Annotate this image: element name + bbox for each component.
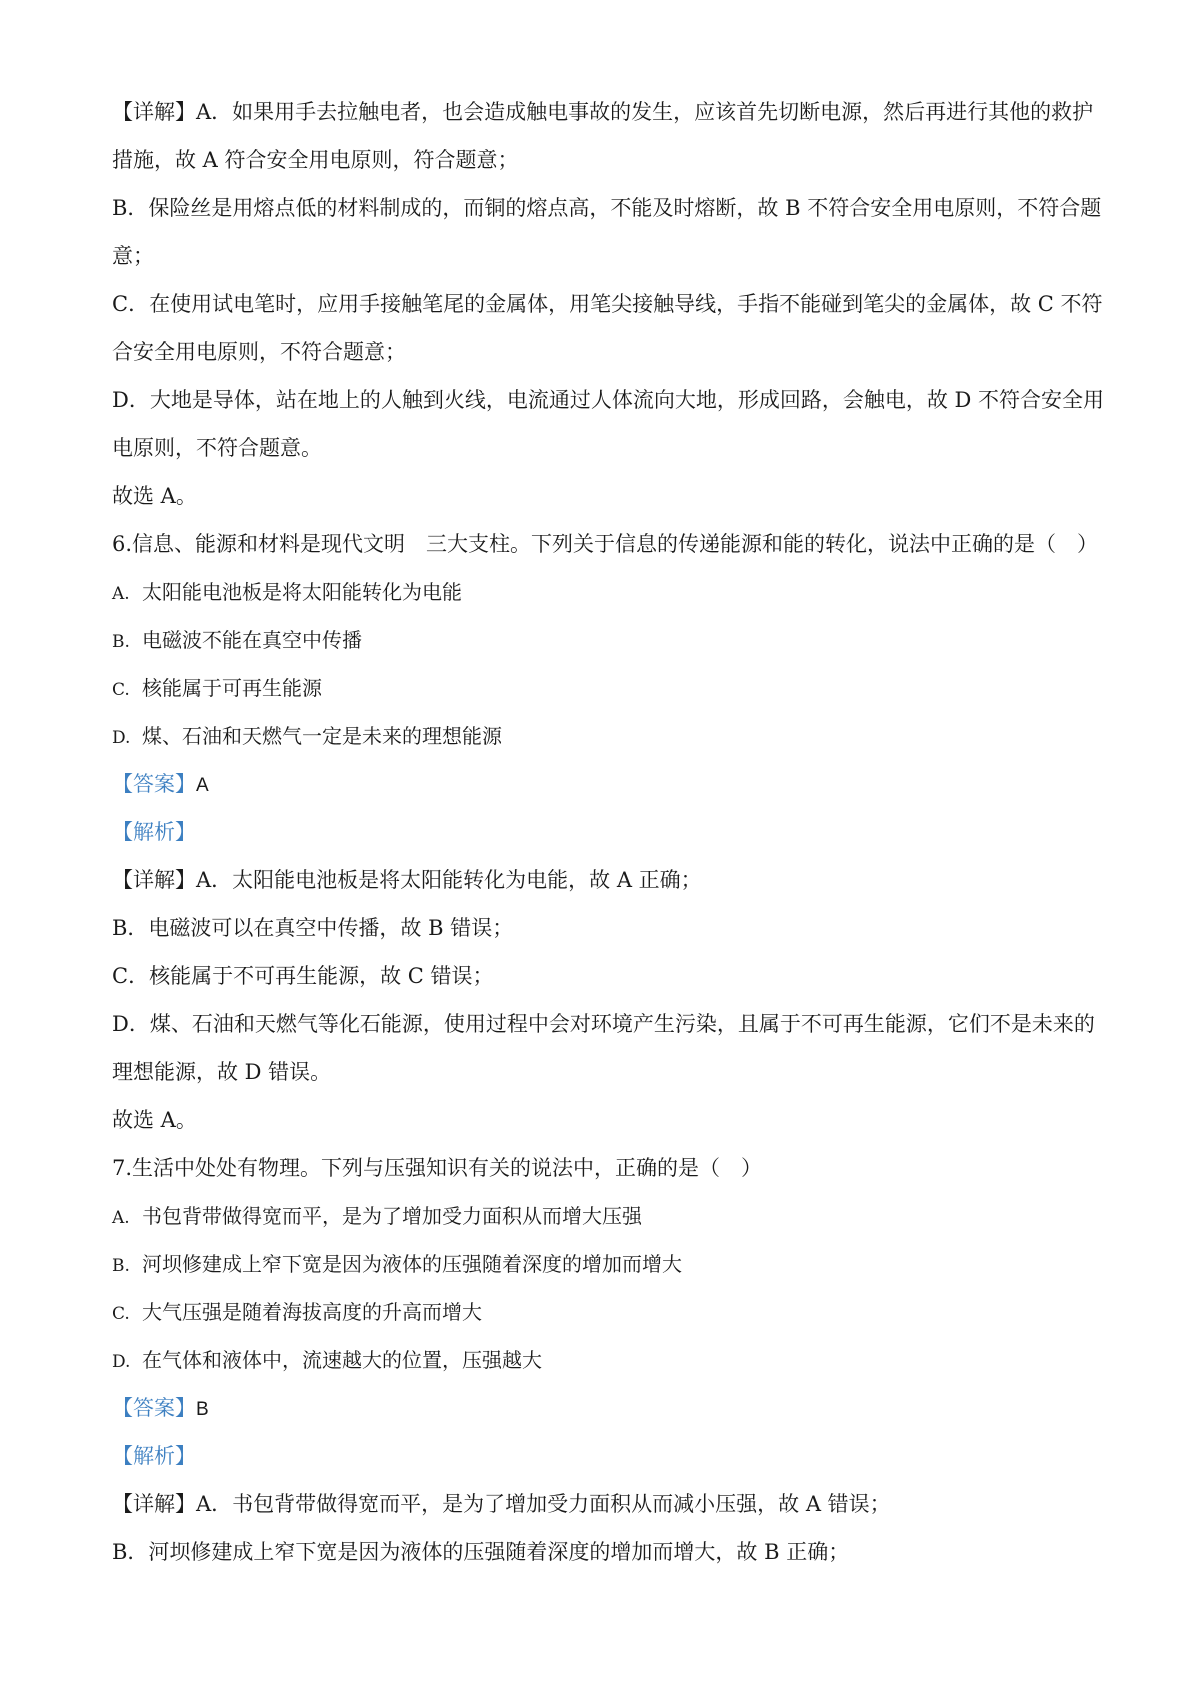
q7-option-a [112, 1201, 1100, 1233]
q6-detail-line: 【详解】A．太阳能电池板是将太阳能转化为电能，故 A 正确； [112, 868, 702, 892]
q6-option-c [112, 673, 1100, 705]
option-letter: C. [112, 680, 130, 700]
q7-analysis-label: 【解析】 [112, 1444, 196, 1468]
q5-detail-line: 措施，故 A 符合安全用电原则，符合题意； [112, 148, 519, 172]
q7-option-b [112, 1249, 1100, 1281]
q5-detail-line: 电原则，不符合题意。 [112, 436, 322, 460]
option-text: 核能属于可再生能源 [142, 676, 322, 700]
q5-detail-line: C．在使用试电笔时，应用手接触笔尾的金属体，用笔尖接触导线，手指不能碰到笔尖的金属体，故 C 不符 [112, 292, 1103, 316]
option-letter: D. [112, 1352, 131, 1372]
q5-detail-line: 【详解】A．如果用手去拉触电者，也会造成触电事故的发生，应该首先切断电源，然后再进行其他的救护 [112, 100, 1094, 124]
q6-detail-line: D．煤、石油和天燃气等化石能源，使用过程中会对环境产生污染，且属于不可再生能源，它们不是未来的 [112, 1012, 1095, 1036]
q7-option-c [112, 1297, 1100, 1329]
option-text: 书包背带做得宽而平，是为了增加受力面积从而增大压强 [142, 1204, 642, 1228]
q6-conclusion: 故选 A。 [112, 1108, 197, 1132]
answer-label: 【答案】 [112, 1396, 196, 1420]
answer-label: 【答案】 [112, 772, 196, 796]
option-text: 电磁波不能在真空中传播 [142, 628, 362, 652]
q7-detail-line: B．河坝修建成上窄下宽是因为液体的压强随着深度的增加而增大，故 B 正确； [112, 1540, 850, 1564]
option-letter: A. [112, 584, 130, 604]
option-letter: B. [112, 632, 130, 652]
q6-answer [112, 769, 1100, 801]
option-text: 太阳能电池板是将太阳能转化为电能 [142, 580, 462, 604]
q5-detail-line: 意； [112, 244, 154, 268]
q6-stem: 6.信息、能源和材料是现代文明 三大支柱。下列关于信息的传递能源和能的转化，说法中正确的是（ ） [112, 532, 1099, 556]
q6-analysis-label: 【解析】 [112, 820, 196, 844]
answer-value: A [196, 775, 209, 796]
q6-detail-line: 理想能源，故 D 错误。 [112, 1060, 332, 1084]
option-text: 在气体和液体中，流速越大的位置，压强越大 [142, 1348, 542, 1372]
answer-value: B [196, 1399, 209, 1420]
q7-detail-line: 【详解】A．书包背带做得宽而平，是为了增加受力面积从而减小压强，故 A 错误； [112, 1492, 891, 1516]
q7-answer [112, 1393, 1100, 1425]
option-text: 河坝修建成上窄下宽是因为液体的压强随着深度的增加而增大 [142, 1252, 682, 1276]
option-letter: A. [112, 1208, 130, 1228]
option-letter: B. [112, 1256, 130, 1276]
q5-detail-line: B．保险丝是用熔点低的材料制成的，而铜的熔点高，不能及时熔断，故 B 不符合安全用电原则，不符合题 [112, 196, 1102, 220]
option-letter: D. [112, 728, 131, 748]
q6-option-d [112, 721, 1100, 753]
option-text: 大气压强是随着海拔高度的升高而增大 [142, 1300, 482, 1324]
q5-detail-line: D．大地是导体，站在地上的人触到火线，电流通过人体流向大地，形成回路，会触电，故 D 不符合安全用 [112, 388, 1105, 412]
option-text: 煤、石油和天燃气一定是未来的理想能源 [142, 724, 502, 748]
q5-detail-line: 合安全用电原则，不符合题意； [112, 340, 406, 364]
q5-conclusion: 故选 A。 [112, 484, 197, 508]
option-letter: C. [112, 1304, 130, 1324]
q7-option-d [112, 1345, 1100, 1377]
q6-option-a [112, 577, 1100, 609]
q6-detail-line: C．核能属于不可再生能源，故 C 错误； [112, 964, 494, 988]
q6-detail-line: B．电磁波可以在真空中传播，故 B 错误； [112, 916, 514, 940]
q7-stem: 7.生活中处处有物理。下列与压强知识有关的说法中，正确的是（ ） [112, 1156, 763, 1180]
q6-option-b [112, 625, 1100, 657]
